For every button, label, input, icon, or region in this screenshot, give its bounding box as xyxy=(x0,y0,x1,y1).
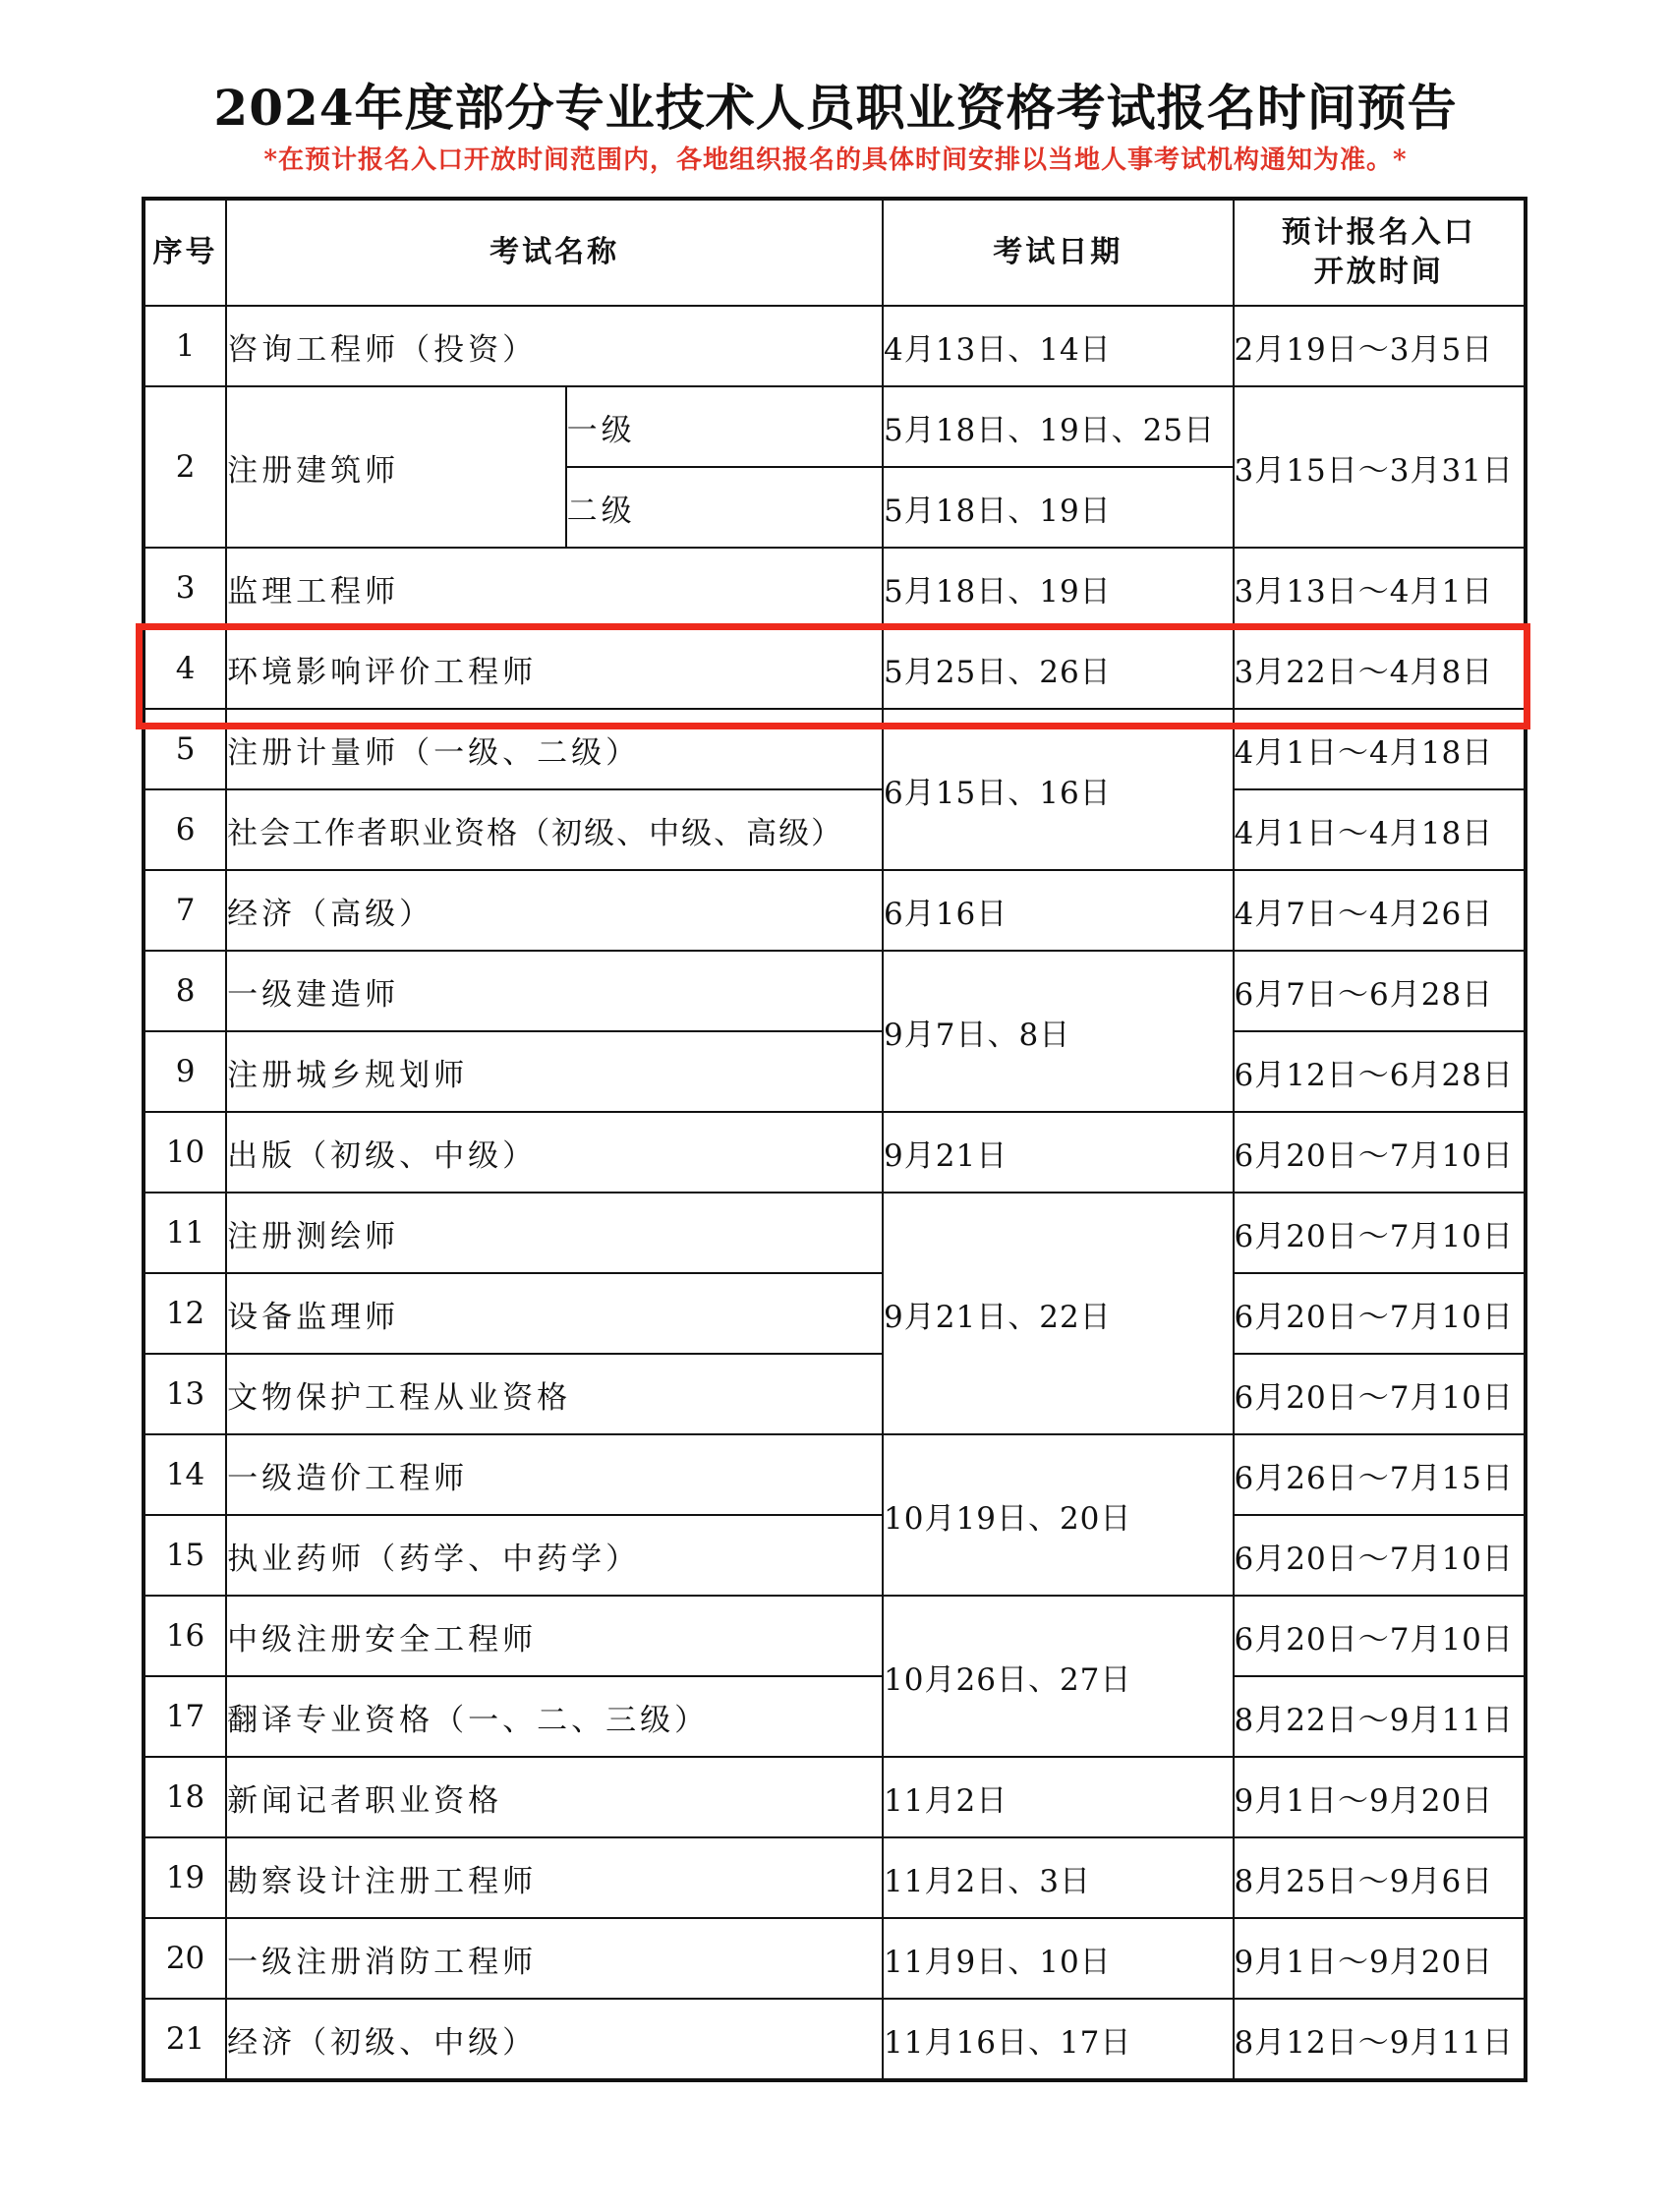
exam-name: 一级建造师 xyxy=(226,951,883,1031)
exam-date: 10月19日、20日 xyxy=(883,1434,1234,1596)
header-open xyxy=(1234,199,1526,306)
table-row xyxy=(144,789,1526,870)
exam-name: 注册测绘师 xyxy=(226,1193,883,1273)
table-row xyxy=(144,1031,1526,1112)
exam-name: 环境影响评价工程师 xyxy=(226,628,883,709)
row-no: 4 xyxy=(144,628,226,709)
table-row xyxy=(144,1676,1526,1757)
row-no: 18 xyxy=(144,1757,226,1837)
row-no: 1 xyxy=(144,306,226,386)
exam-name: 翻译专业资格（一、二、三级） xyxy=(226,1676,883,1757)
registration-period: 3月15日～3月31日 xyxy=(1234,386,1526,548)
table-row xyxy=(144,1193,1526,1273)
exam-name: 注册计量师（一级、二级） xyxy=(226,709,883,789)
exam-date: 5月18日、19日 xyxy=(883,548,1234,628)
registration-period: 6月20日～7月10日 xyxy=(1234,1273,1526,1354)
registration-period: 6月20日～7月10日 xyxy=(1234,1193,1526,1273)
exam-date: 6月15日、16日 xyxy=(883,709,1234,870)
table-row xyxy=(144,870,1526,951)
exam-date: 11月2日、3日 xyxy=(883,1837,1234,1918)
table-row xyxy=(144,1757,1526,1837)
registration-period: 8月22日～9月11日 xyxy=(1234,1676,1526,1757)
exam-name: 监理工程师 xyxy=(226,548,883,628)
row-no: 16 xyxy=(144,1596,226,1676)
exam-date: 11月2日 xyxy=(883,1757,1234,1837)
header-name: 考试名称 xyxy=(226,199,883,306)
registration-period: 6月20日～7月10日 xyxy=(1234,1354,1526,1434)
table-row xyxy=(144,1434,1526,1515)
row-no: 13 xyxy=(144,1354,226,1434)
registration-period: 9月1日～9月20日 xyxy=(1234,1918,1526,1999)
table-row xyxy=(144,1999,1526,2080)
exam-name: 文物保护工程从业资格 xyxy=(226,1354,883,1434)
exam-date: 4月13日、14日 xyxy=(883,306,1234,386)
table-row xyxy=(144,386,1526,467)
exam-date: 6月16日 xyxy=(883,870,1234,951)
registration-period: 6月7日～6月28日 xyxy=(1234,951,1526,1031)
registration-period: 6月12日～6月28日 xyxy=(1234,1031,1526,1112)
row-no: 10 xyxy=(144,1112,226,1193)
table-header-row xyxy=(144,199,1526,306)
registration-period: 3月13日～4月1日 xyxy=(1234,548,1526,628)
exam-date: 9月21日、22日 xyxy=(883,1193,1234,1434)
registration-period: 4月7日～4月26日 xyxy=(1234,870,1526,951)
table-row xyxy=(144,1515,1526,1596)
row-no: 8 xyxy=(144,951,226,1031)
registration-period: 4月1日～4月18日 xyxy=(1234,709,1526,789)
table-row xyxy=(144,1596,1526,1676)
exam-name: 注册城乡规划师 xyxy=(226,1031,883,1112)
exam-date: 5月18日、19日 xyxy=(883,467,1234,548)
exam-date: 11月9日、10日 xyxy=(883,1918,1234,1999)
exam-name: 新闻记者职业资格 xyxy=(226,1757,883,1837)
exam-date: 5月25日、26日 xyxy=(883,628,1234,709)
exam-name: 设备监理师 xyxy=(226,1273,883,1354)
exam-level: 一级 xyxy=(566,386,883,467)
exam-schedule-table xyxy=(142,197,1527,2082)
row-no: 3 xyxy=(144,548,226,628)
registration-period: 8月12日～9月11日 xyxy=(1234,1999,1526,2080)
table-row xyxy=(144,1837,1526,1918)
exam-date: 9月21日 xyxy=(883,1112,1234,1193)
registration-period: 6月20日～7月10日 xyxy=(1234,1112,1526,1193)
table-row xyxy=(144,1112,1526,1193)
header-date: 考试日期 xyxy=(883,199,1234,306)
header-no: 序号 xyxy=(144,199,226,306)
exam-name: 注册建筑师 xyxy=(226,386,565,548)
row-no: 20 xyxy=(144,1918,226,1999)
exam-name: 经济（初级、中级） xyxy=(226,1999,883,2080)
row-no: 11 xyxy=(144,1193,226,1273)
exam-name: 执业药师（药学、中药学） xyxy=(226,1515,883,1596)
exam-name: 一级造价工程师 xyxy=(226,1434,883,1515)
row-no: 9 xyxy=(144,1031,226,1112)
exam-date: 9月7日、8日 xyxy=(883,951,1234,1112)
table-row xyxy=(144,1918,1526,1999)
exam-date: 10月26日、27日 xyxy=(883,1596,1234,1757)
table-row xyxy=(144,548,1526,628)
row-no: 15 xyxy=(144,1515,226,1596)
row-no: 12 xyxy=(144,1273,226,1354)
registration-period: 2月19日～3月5日 xyxy=(1234,306,1526,386)
row-no: 21 xyxy=(144,1999,226,2080)
exam-name: 咨询工程师（投资） xyxy=(226,306,883,386)
table-row xyxy=(144,306,1526,386)
row-no: 19 xyxy=(144,1837,226,1918)
exam-date: 11月16日、17日 xyxy=(883,1999,1234,2080)
exam-name: 中级注册安全工程师 xyxy=(226,1596,883,1676)
page-title: 2024年度部分专业技术人员职业资格考试报名时间预告 xyxy=(213,79,1458,137)
exam-name: 一级注册消防工程师 xyxy=(226,1918,883,1999)
table-row xyxy=(144,709,1526,789)
row-no: 5 xyxy=(144,709,226,789)
row-no: 17 xyxy=(144,1676,226,1757)
row-no: 14 xyxy=(144,1434,226,1515)
registration-period: 6月20日～7月10日 xyxy=(1234,1596,1526,1676)
row-no: 2 xyxy=(144,386,226,548)
registration-period: 9月1日～9月20日 xyxy=(1234,1757,1526,1837)
exam-level: 二级 xyxy=(566,467,883,548)
table-row-highlighted xyxy=(144,628,1526,709)
row-no: 6 xyxy=(144,789,226,870)
table-row xyxy=(144,1354,1526,1434)
table-row xyxy=(144,951,1526,1031)
table-row xyxy=(144,1273,1526,1354)
notice-text: *在预计报名入口开放时间范围内，各地组织报名的具体时间安排以当地人事考试机构通知为准。* xyxy=(263,146,1408,175)
header-open-line2: 开放时间 xyxy=(1313,255,1444,289)
exam-date: 5月18日、19日、25日 xyxy=(883,386,1234,467)
registration-period: 6月26日～7月15日 xyxy=(1234,1434,1526,1515)
registration-period: 8月25日～9月6日 xyxy=(1234,1837,1526,1918)
exam-name: 社会工作者职业资格（初级、中级、高级） xyxy=(226,789,883,870)
exam-name: 勘察设计注册工程师 xyxy=(226,1837,883,1918)
exam-name: 出版（初级、中级） xyxy=(226,1112,883,1193)
registration-period: 6月20日～7月10日 xyxy=(1234,1515,1526,1596)
row-no: 7 xyxy=(144,870,226,951)
exam-name: 经济（高级） xyxy=(226,870,883,951)
header-open-line1: 预计报名入口 xyxy=(1281,215,1476,250)
registration-period: 3月22日～4月8日 xyxy=(1234,628,1526,709)
registration-period: 4月1日～4月18日 xyxy=(1234,789,1526,870)
